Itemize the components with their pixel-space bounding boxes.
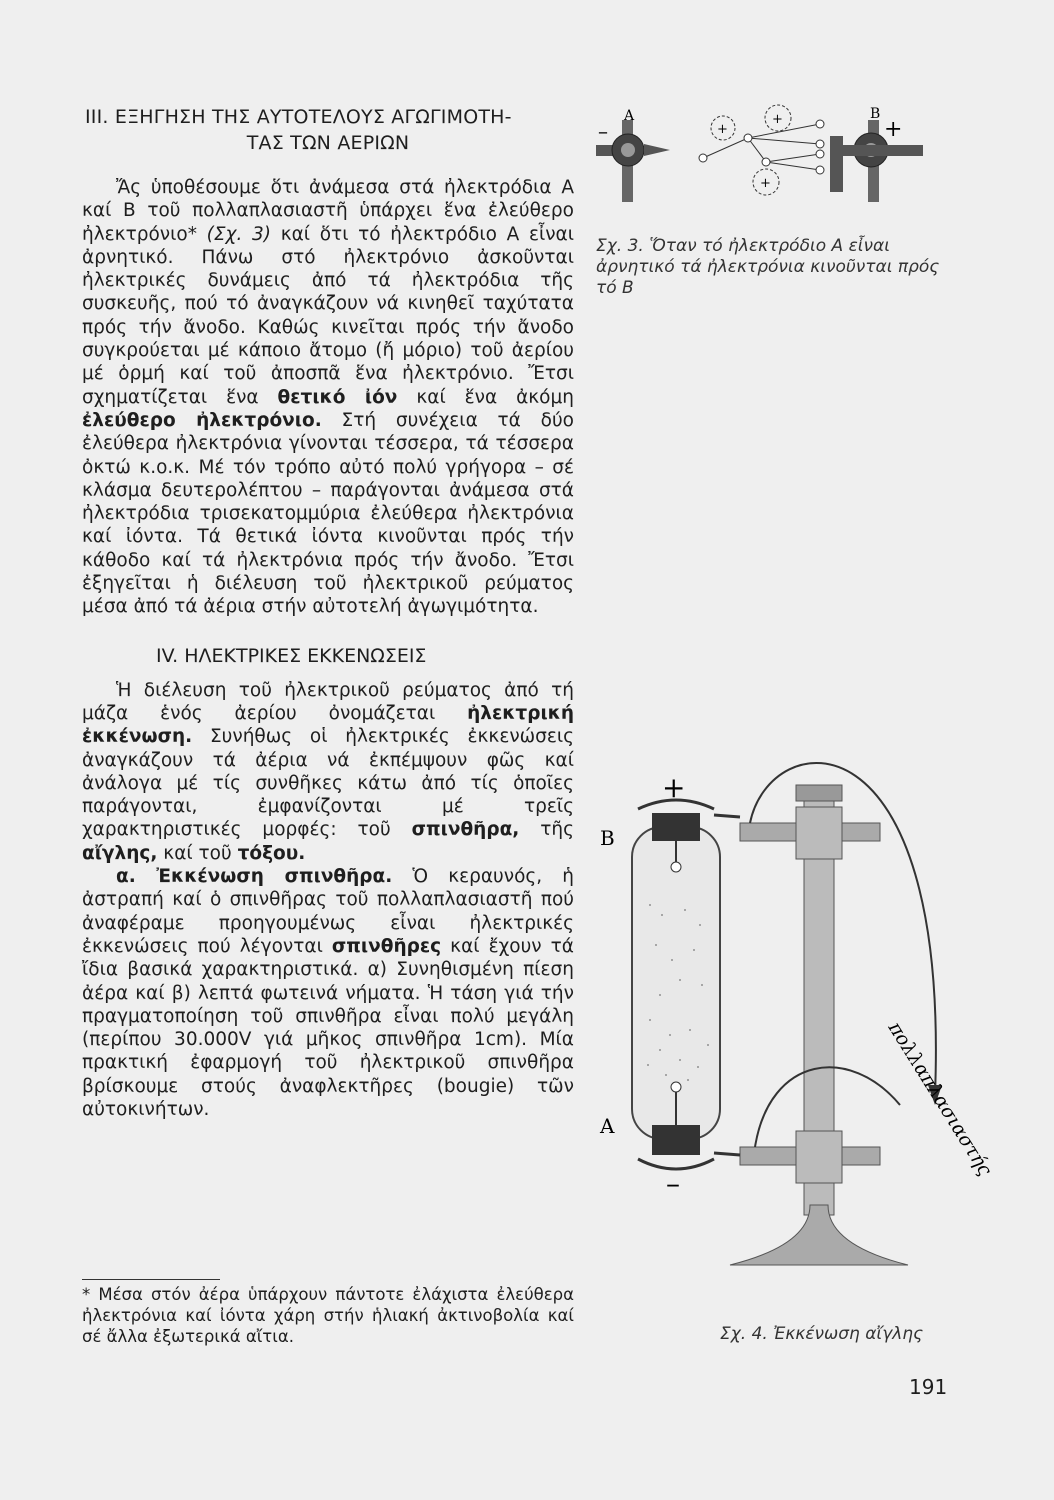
upper-clamp-block [796,807,842,859]
main-text-column [82,104,574,1121]
electrode-a-cap [652,1125,700,1155]
section-3-heading-line1: III. ΕΞΗΓΗΣΗ ΤΗΣ ΑΥΤΟΤΕΛΟΥΣ ΑΓΩΓΙΜΟΤΗ- [85,106,512,128]
figure-reference: (Σχ. 3) [206,223,272,245]
figure-3-caption: Σχ. 3. Ὅταν τό ἠλεκτρόδιο Α εἶναι ἀρνητικό τά ἠλεκτρόνια κινοῦνται πρός τό Β [596,236,940,298]
label-a: A [624,108,635,124]
stand-top [796,785,842,801]
section-4-paragraph [82,679,574,1122]
electrode-b-rod [843,145,923,156]
text-span: τῆς [519,819,574,841]
stand-base [730,1205,908,1265]
text-span: καί ἔχουν τά ἴδια βασικά χαρακτηριστικά. α) Συνηθισμένη πίεση ἀέρα καί β) λεπτά φωτεινά νήματα. Ἡ τάση γιά τήν πραγματοποίηση τοῦ σπινθῆρα εἶναι πολύ μεγάλη (περίπου 30.000V γιά μῆκος σπινθῆρα 1cm). Μία πρακτική ἐφαρμογή τοῦ ἠλεκτρικοῦ σπινθῆρα βρίσκουμε στούς ἀναφλεκτῆρες (bougie) τῶν αὐτοκινήτων. [82,935,574,1120]
minus-sign-a: – [598,119,608,143]
text-span: Συνήθως οἱ ἠλεκτρικές ἐκκενώσεις ἀναγκάζουν τά ἀέρια νά ἐκπέμψουν φῶς καί ἀνάλογα μέ τίς συνθῆκες κάτω ἀπό τίς ὁποῖες παράγονται, ἐμφανίζονται μέ τρεῖς χαρακτηριστικές μορφές: τοῦ [82,726,574,841]
label-b: B [870,106,881,122]
text-span: Ὁ κεραυνός, ἡ ἀστραπή καί ὁ σπινθῆρας τοῦ πολλαπλασιαστῆ πού ἀναφέραμε προηγουμένως εἶναι ἠλεκτρικές ἐκκενώσεις πού λέγονται [82,866,574,957]
text-span: καί ὅτι τό ἠλεκτρόδιο Α εἶναι ἀρνητικό. Πάνω στό ἠλεκτρόνιο ἀσκοῦνται ἠλεκτρικές δυνάμεις ἀπό τά ἠλεκτρόδια τῆς συσκευῆς, πού τό ἀναγκάζουν νά κινηθεῖ ταχύτατα πρός τήν ἄνοδο. Καθώς κινεῖται πρός τήν ἄνοδο συγκρούεται μέ κάποιο ἄτομο (ἤ μόριο) τοῦ ἀερίου μέ ὁρμή καί τοῦ ἀποσπᾶ ἕνα ἠλεκτρόνιο. Ἔτσι σχηματίζεται ἕνα [82,223,574,408]
electrode-a-tip [644,144,670,156]
electrode-a-center [621,143,635,157]
bold-term: ἠλεκτρική ἐκκένωση. [82,702,574,748]
ion-plus-glyph-1: + [717,122,728,137]
bold-term: θετικό ἰόν [277,386,398,408]
figure-3-diagram [588,98,938,218]
figure-4-diagram [590,735,1010,1325]
electrode-b-cap [652,813,700,841]
upper-wire [714,815,740,817]
section-3-paragraph [82,176,574,619]
plus-sign: + [662,771,686,804]
text-span: καί τοῦ [157,842,238,864]
bold-term: σπινθῆρα, [411,819,520,841]
page-number: 191 [909,1375,948,1399]
electrode-b-tip [671,862,681,872]
label-b: B [600,826,615,850]
section-3-heading [82,104,574,156]
multiplier-label: πολλαπλασιαστής [883,1017,997,1180]
figure-4-caption: Σχ. 4. Ἐκκένωση αἴγλης [720,1324,924,1344]
minus-sign: – [666,1167,680,1200]
bold-term: αἴγλης, [82,842,158,864]
electrode-b-plate [830,136,843,192]
bold-term: ἐλεύθερο ἠλεκτρόνιο. [82,409,322,431]
lower-clamp-block [796,1131,842,1183]
text-span: καί ἕνα ἀκόμη [397,386,574,408]
footnote-rule [82,1279,220,1280]
footnote: * Μέσα στόν ἀέρα ὑπάρχουν πάντοτε ἐλάχιστα ἐλεύθερα ἠλεκτρόνια καί ἰόντα χάρη στήν ἡλιακή ἀκτινοβολία καί σέ ἄλλα ἐξωτερικά αἴτια. [82,1285,574,1346]
bold-term: σπινθῆρες [331,935,442,957]
ion-plus-glyph-2: + [772,112,783,127]
label-a: A [600,1114,615,1138]
text-span: Ἡ διέλευση τοῦ ἠλεκτρικοῦ ρεύματος ἀπό τή μάζα ἑνός ἀερίου ὀνομάζεται [82,679,574,724]
subsection-title: α. Ἐκκένωση σπινθῆρα. [116,866,393,888]
plus-sign-b: + [884,117,903,142]
bold-term: τόξου. [237,842,306,864]
electrode-a-tip [671,1082,681,1092]
section-3-heading-line2: ΤΑΣ ΤΩΝ ΑΕΡΙΩΝ [246,132,410,154]
text-span: Στή συνέχεια τά δύο ἐλεύθερα ἠλεκτρόνια γίνονται τέσσερα, τά τέσσερα ὀκτώ κ.ο.κ. Μέ τόν τρόπο αὐτό πολύ γρήγορα – σέ κλάσμα δευτερολέπτου – παράγονται ἀνάμεσα στά ἠλεκτρόδια τρισεκατομμύρια ἐλεύθερα ἠλεκτρόνια καί ἰόντα. Τά θετικά ἰόντα κινοῦνται πρός τήν κάθοδο καί τά ἠλεκτρόνια πρός τήν ἄνοδο. Ἔτσι ἐξηγεῖται ἡ διέλευση τοῦ ἠλεκτρικοῦ ρεύματος μέσα ἀπό τά ἀέρια στήν αὐτοτελή ἀγωγιμότητα. [82,409,574,618]
ion-plus-glyph-3: + [760,176,771,191]
section-4-heading: IV. ΗΛΕΚΤΡΙΚΕΣ ΕΚΚΕΝΩΣΕΙΣ [156,644,427,667]
lower-wire [714,1153,740,1155]
text-span: Ἄς ὑποθέσουμε ὅτι ἀνάμεσα στά ἠλεκτρόδια Α καί Β τοῦ πολλαπλασιαστῆ ὑπάρχει ἕνα ἐλεύθερο ἠλεκτρόνιο* [82,177,574,245]
